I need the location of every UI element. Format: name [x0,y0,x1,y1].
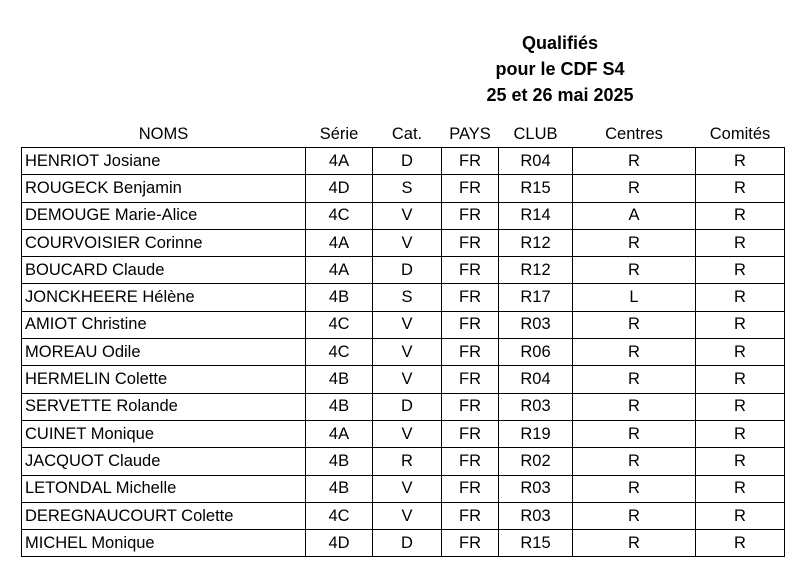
cell-club: R02 [499,448,573,475]
cell-comites: R [696,530,785,557]
cell-centres: R [573,448,696,475]
cell-cat: V [373,502,442,529]
cell-club: R15 [499,175,573,202]
cell-comites: R [696,175,785,202]
cell-centres: R [573,393,696,420]
cell-club: R19 [499,420,573,447]
cell-club: R03 [499,311,573,338]
cell-serie: 4A [306,257,373,284]
cell-comites: R [696,420,785,447]
table-row [22,202,785,229]
cell-centres: R [573,148,696,175]
cell-serie: 4A [306,420,373,447]
cell-pays: FR [442,257,499,284]
cell-cat: V [373,311,442,338]
cell-centres: R [573,502,696,529]
cell-comites: R [696,502,785,529]
cell-pays: FR [442,175,499,202]
cell-cat: S [373,175,442,202]
header-club: CLUB [513,124,558,143]
cell-comites: R [696,257,785,284]
cell-cat: D [373,530,442,557]
cell-centres: R [573,339,696,366]
cell-serie: 4C [306,502,373,529]
cell-nom: SERVETTE Rolande [22,393,306,420]
page-title [440,30,680,108]
table-row [22,420,785,447]
cell-pays: FR [442,393,499,420]
cell-cat: D [373,257,442,284]
cell-serie: 4B [306,366,373,393]
cell-nom: JONCKHEERE Hélène [22,284,306,311]
cell-club: R06 [499,339,573,366]
cell-serie: 4A [306,148,373,175]
cell-club: R12 [499,257,573,284]
cell-centres: R [573,311,696,338]
title-line-3: 25 et 26 mai 2025 [486,85,634,105]
table-row [22,366,785,393]
cell-serie: 4B [306,448,373,475]
cell-cat: S [373,284,442,311]
cell-serie: 4C [306,202,373,229]
cell-nom: MOREAU Odile [22,339,306,366]
cell-nom: BOUCARD Claude [22,257,306,284]
cell-serie: 4B [306,393,373,420]
table-row [22,229,785,256]
cell-nom: DEMOUGE Marie-Alice [22,202,306,229]
cell-serie: 4B [306,284,373,311]
header-serie: Série [319,124,359,143]
table-row [22,257,785,284]
cell-centres: R [573,229,696,256]
cell-pays: FR [442,502,499,529]
cell-nom: JACQUOT Claude [22,448,306,475]
header-comites: Comités [709,124,771,143]
cell-club: R03 [499,502,573,529]
table-row [22,502,785,529]
cell-cat: V [373,339,442,366]
qualified-table [21,121,785,557]
table-body [22,148,785,557]
cell-nom: MICHEL Monique [22,530,306,557]
cell-centres: R [573,257,696,284]
cell-club: R04 [499,148,573,175]
cell-nom: HERMELIN Colette [22,366,306,393]
table-row [22,393,785,420]
cell-centres: R [573,175,696,202]
cell-pays: FR [442,339,499,366]
header-pays: PAYS [449,124,491,143]
header-noms: NOMS [138,124,189,143]
cell-pays: FR [442,202,499,229]
header-centres: Centres [605,124,663,143]
cell-club: R03 [499,393,573,420]
cell-comites: R [696,229,785,256]
cell-comites: R [696,448,785,475]
cell-pays: FR [442,229,499,256]
table-row [22,448,785,475]
cell-comites: R [696,311,785,338]
cell-serie: 4C [306,339,373,366]
cell-cat: V [373,366,442,393]
cell-comites: R [696,366,785,393]
cell-comites: R [696,284,785,311]
cell-comites: R [696,393,785,420]
cell-centres: R [573,475,696,502]
cell-pays: FR [442,420,499,447]
table-row [22,284,785,311]
cell-cat: R [373,448,442,475]
cell-centres: R [573,420,696,447]
cell-cat: D [373,393,442,420]
table-row [22,148,785,175]
cell-pays: FR [442,366,499,393]
cell-club: R15 [499,530,573,557]
cell-nom: CUINET Monique [22,420,306,447]
cell-cat: V [373,202,442,229]
header-cat: Cat. [391,124,423,143]
table-row [22,311,785,338]
cell-nom: HENRIOT Josiane [22,148,306,175]
cell-cat: D [373,148,442,175]
title-line-2: pour le CDF S4 [495,59,625,79]
cell-centres: R [573,366,696,393]
cell-comites: R [696,339,785,366]
cell-nom: DEREGNAUCOURT Colette [22,502,306,529]
cell-serie: 4D [306,175,373,202]
cell-pays: FR [442,530,499,557]
cell-nom: AMIOT Christine [22,311,306,338]
cell-serie: 4B [306,475,373,502]
cell-club: R03 [499,475,573,502]
table-row [22,339,785,366]
cell-centres: A [573,202,696,229]
cell-comites: R [696,475,785,502]
cell-club: R04 [499,366,573,393]
cell-pays: FR [442,148,499,175]
cell-pays: FR [442,448,499,475]
cell-cat: V [373,475,442,502]
cell-nom: COURVOISIER Corinne [22,229,306,256]
cell-club: R17 [499,284,573,311]
cell-club: R12 [499,229,573,256]
cell-nom: ROUGECK Benjamin [22,175,306,202]
cell-centres: R [573,530,696,557]
cell-club: R14 [499,202,573,229]
cell-pays: FR [442,311,499,338]
title-line-1: Qualifiés [521,33,599,53]
cell-centres: L [573,284,696,311]
table-row [22,175,785,202]
cell-serie: 4C [306,311,373,338]
cell-pays: FR [442,284,499,311]
cell-cat: V [373,420,442,447]
table-row [22,475,785,502]
cell-serie: 4A [306,229,373,256]
cell-serie: 4D [306,530,373,557]
cell-pays: FR [442,475,499,502]
cell-nom: LETONDAL Michelle [22,475,306,502]
cell-comites: R [696,202,785,229]
table-row [22,530,785,557]
table-header-row [22,121,785,148]
cell-cat: V [373,229,442,256]
cell-comites: R [696,148,785,175]
